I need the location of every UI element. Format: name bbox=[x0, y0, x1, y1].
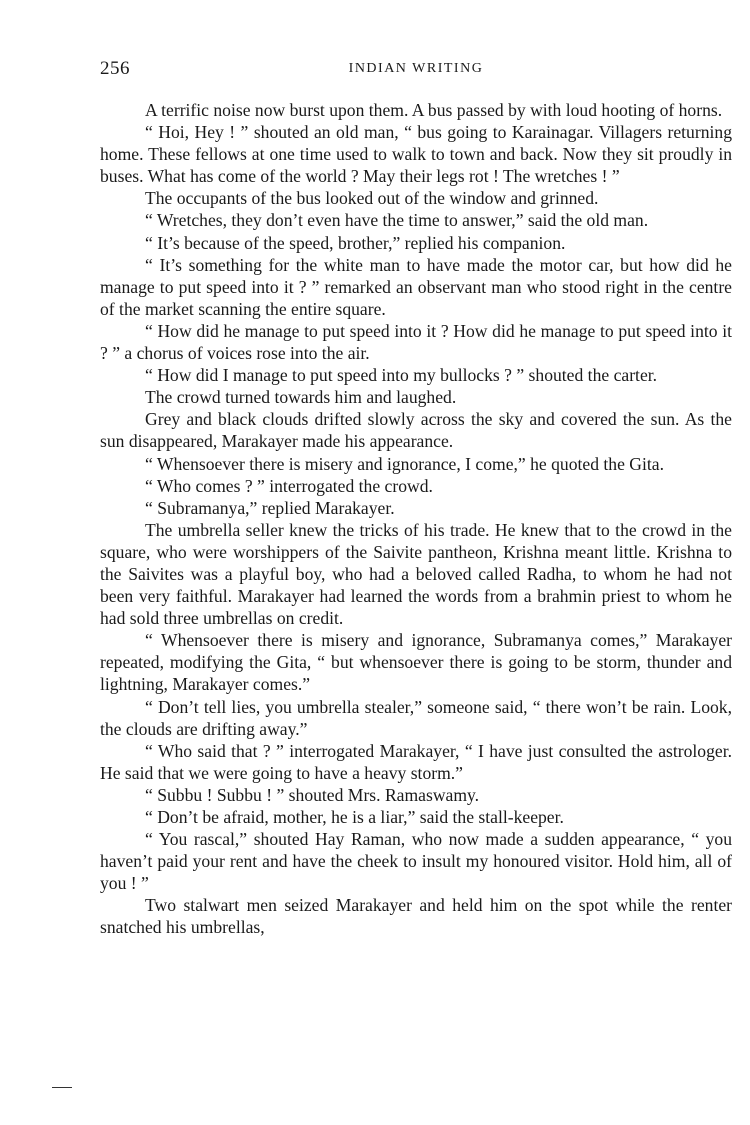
paragraph: The umbrella seller knew the tricks of his trade. He knew that to the crowd in the square, who were worshippers of the Saivite pantheon, Krishna meant little. Krishna to the Saivites was a playful boy, who had a beloved called Radha, to whom he had not been very faithful. Marakayer had learned the words from a brahmin priest to whom he had sold three umbrellas on credit. bbox=[100, 519, 732, 629]
paragraph: Grey and black clouds drifted slowly across the sky and covered the sun. As the sun disappeared, Marakayer made his appearance. bbox=[100, 409, 732, 452]
paragraph: “ How did I manage to put speed into my bullocks ? ” shouted the carter. bbox=[145, 365, 658, 386]
paragraph: “ Hoi, Hey ! ” shouted an old man, “ bus going to Karainagar. Villagers returning home. These fellows at one time used to walk to town and back. Now they sit proudly in buses. What has come of the world ? May their legs rot ! The wretches ! ” bbox=[100, 122, 732, 187]
paragraph: “ How did he manage to put speed into it ? How did he manage to put speed into it ? ” a chorus of voices rose into the air. bbox=[100, 320, 732, 364]
paragraph: “ Whensoever there is misery and ignorance, Subramanya comes,” Marakayer repeated, modifying the Gita, “ but whensoever there is going to be storm, thunder and lightning, Marakayer comes.” bbox=[100, 630, 732, 695]
paragraph: “ Don’t tell lies, you umbrella stealer,” someone said, “ there won’t be rain. Look, the clouds are drifting away.” bbox=[100, 696, 732, 739]
paragraph: “ Whensoever there is misery and ignorance, I come,” he quoted the Gita. bbox=[145, 453, 664, 474]
paragraph: “ Who comes ? ” interrogated the crowd. bbox=[145, 475, 433, 496]
paragraph: “ Subbu ! Subbu ! ” shouted Mrs. Ramaswamy. bbox=[145, 784, 480, 805]
running-head: INDIAN WRITING bbox=[348, 61, 484, 76]
page-header bbox=[100, 58, 732, 84]
paragraph: A terrific noise now burst upon them. A bus passed by with loud hooting of horns. bbox=[145, 100, 723, 120]
paragraph: The occupants of the bus looked out of the window and grinned. bbox=[145, 188, 599, 209]
body-text bbox=[100, 99, 732, 939]
paragraph: “ It’s something for the white man to have made the motor car, but how did he manage to put speed into it ? ” remarked an observant man who stood right in the centre of the market scanning the entire square. bbox=[100, 254, 732, 319]
paragraph: Two stalwart men seized Marakayer and held him on the spot while the renter snatched his umbrellas, bbox=[100, 895, 732, 938]
paragraph: The crowd turned towards him and laughed. bbox=[145, 387, 457, 408]
paragraph: “ Don’t be afraid, mother, he is a liar,” said the stall-keeper. bbox=[145, 807, 564, 827]
paragraph: “ Who said that ? ” interrogated Marakayer, “ I have just consulted the astrologer. He said that we were going to have a heavy storm.” bbox=[100, 740, 732, 783]
page-number: 256 bbox=[100, 58, 130, 79]
paragraph: “ Wretches, they don’t even have the time to answer,” said the old man. bbox=[145, 210, 649, 231]
paragraph: “ Subramanya,” replied Marakayer. bbox=[145, 497, 395, 518]
paragraph: “ You rascal,” shouted Hay Raman, who now made a sudden appearance, “ you haven’t paid your rent and have the cheek to insult my honoured visitor. Hold him, all of you ! ” bbox=[100, 829, 732, 894]
margin-dash-mark bbox=[52, 1087, 72, 1088]
paragraph: “ It’s because of the speed, brother,” replied his companion. bbox=[145, 232, 566, 253]
